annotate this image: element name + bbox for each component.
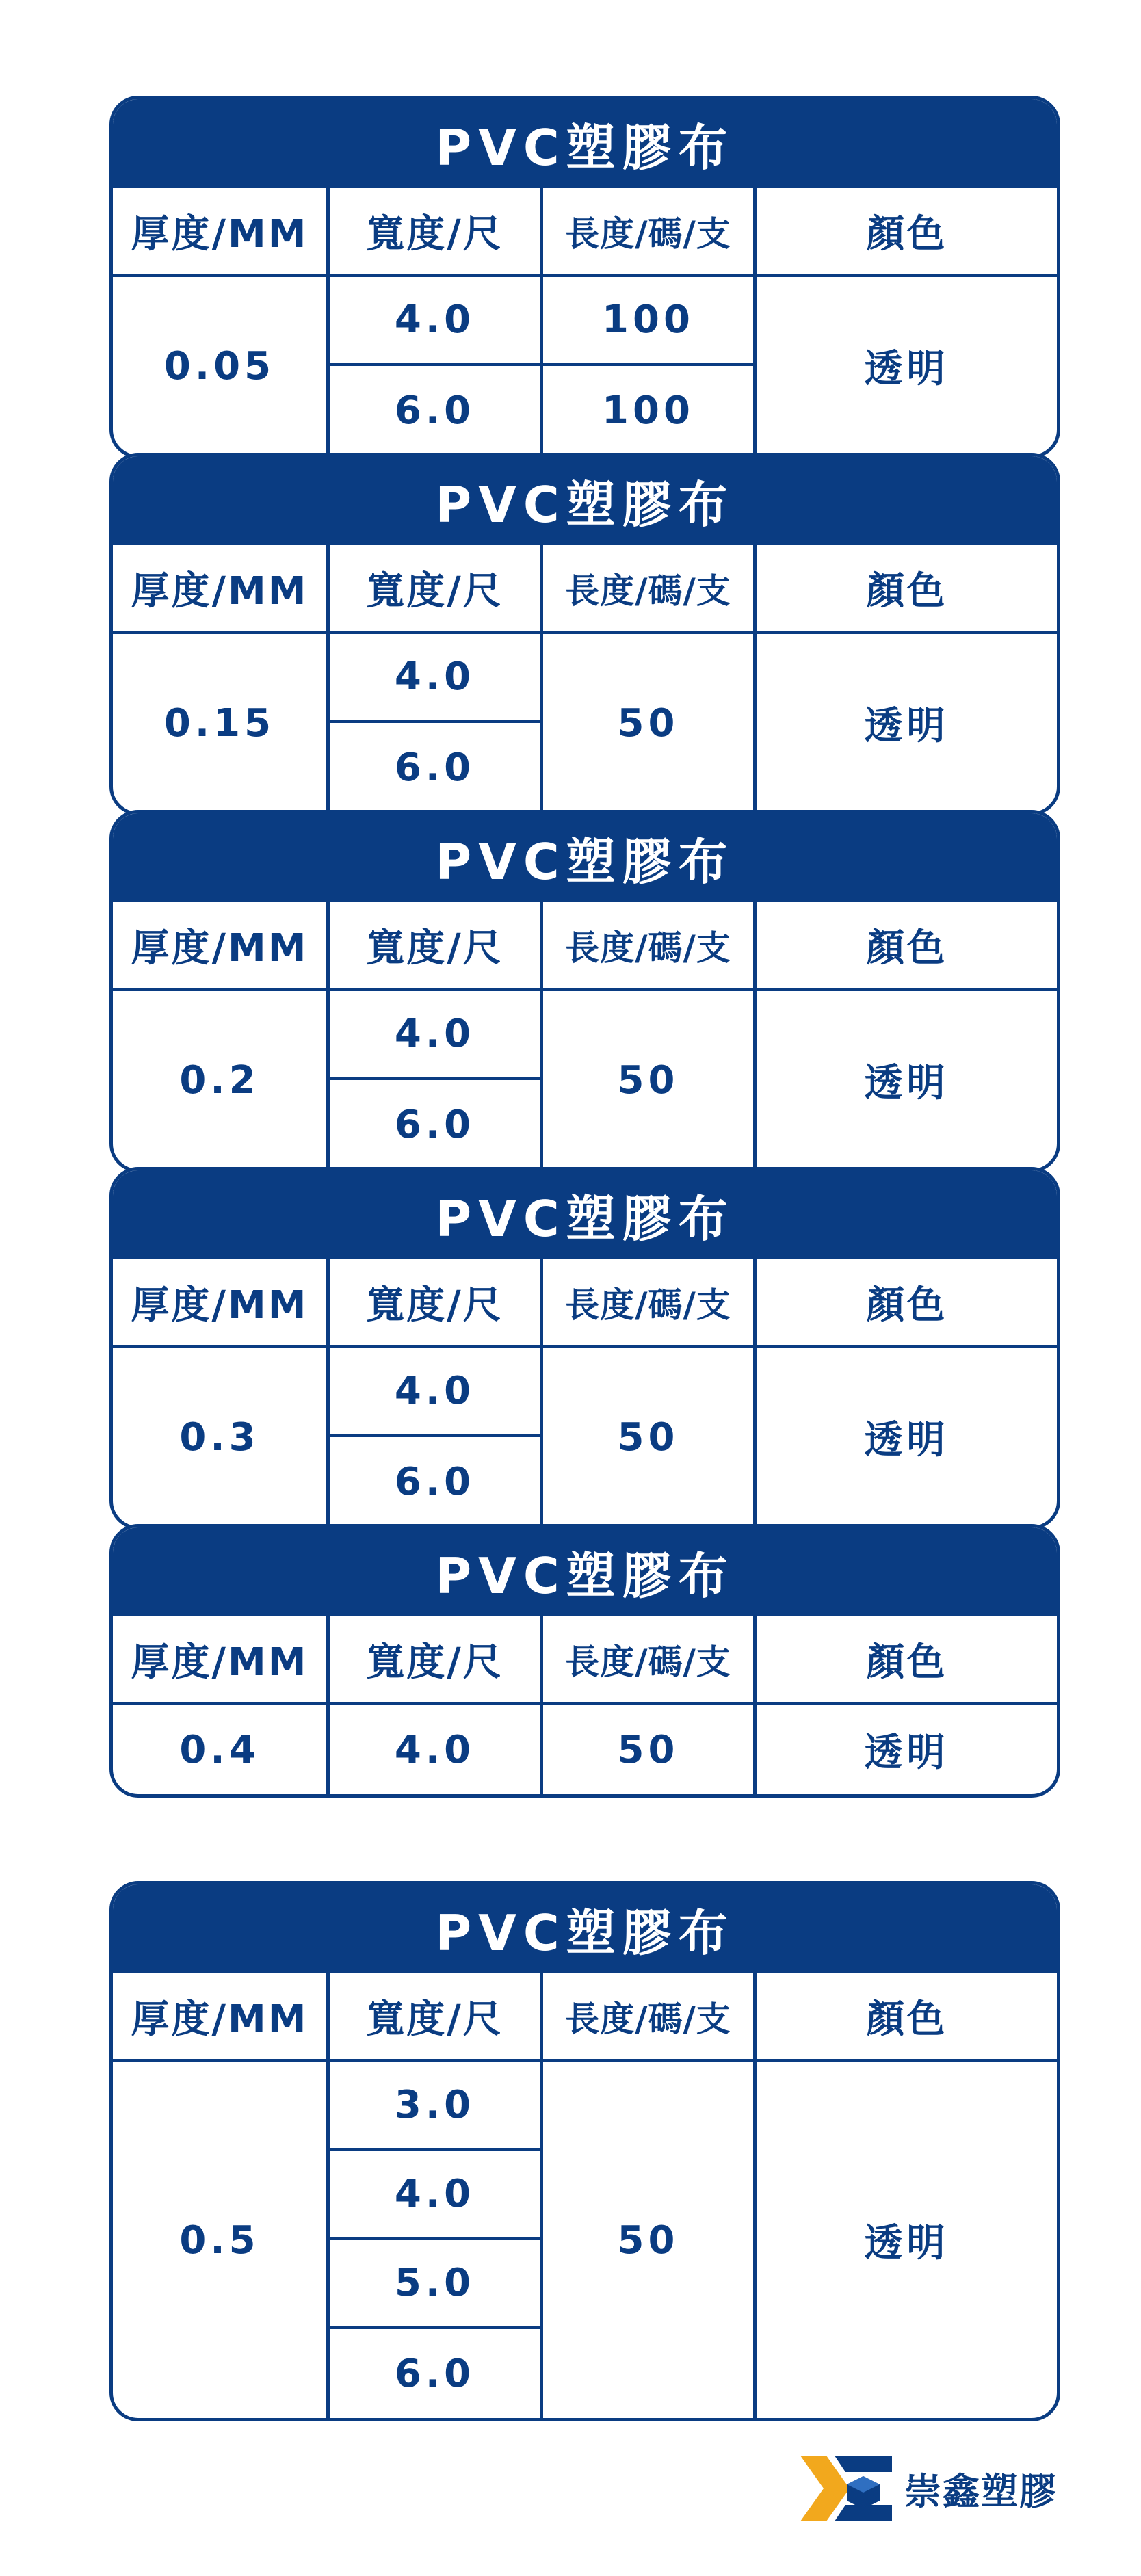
width-value: 6.0 — [326, 2329, 540, 2418]
header-thickness: 厚度/MM — [113, 1616, 326, 1705]
product-card — [109, 1167, 1060, 1529]
color-value: 透明 — [753, 2062, 1057, 2418]
length-value: 50 — [540, 1705, 753, 1794]
header-thickness: 厚度/MM — [113, 545, 326, 634]
color-value: 透明 — [753, 634, 1057, 812]
color-value: 透明 — [753, 1348, 1057, 1526]
card-title: PVC塑膠布 — [113, 1170, 1057, 1259]
width-value: 4.0 — [326, 991, 540, 1080]
header-color: 顏色 — [753, 1973, 1057, 2062]
header-color: 顏色 — [753, 545, 1057, 634]
width-value: 4.0 — [326, 1348, 540, 1437]
header-width: 寬度/尺 — [326, 1616, 540, 1705]
card-title: PVC塑膠布 — [113, 99, 1057, 188]
header-color: 顏色 — [753, 1616, 1057, 1705]
header-thickness: 厚度/MM — [113, 902, 326, 991]
product-card — [109, 1524, 1060, 1798]
card-title: PVC塑膠布 — [113, 1527, 1057, 1616]
header-length: 長度/碼/支 — [540, 1259, 753, 1348]
product-card — [109, 453, 1060, 815]
spec-grid — [113, 1616, 1057, 1794]
card-title: PVC塑膠布 — [113, 456, 1057, 545]
thickness-value: 0.3 — [179, 1415, 260, 1460]
width-value: 4.0 — [326, 277, 540, 366]
header-color: 顏色 — [753, 902, 1057, 991]
thickness-value: 0.2 — [179, 1057, 260, 1103]
width-value: 4.0 — [326, 634, 540, 723]
width-value: 6.0 — [326, 366, 540, 455]
width-value: 6.0 — [326, 1437, 540, 1526]
header-length: 長度/碼/支 — [540, 188, 753, 277]
color-value: 透明 — [753, 277, 1057, 455]
thickness-value: 0.15 — [163, 700, 276, 746]
thickness-value: 0.5 — [179, 2218, 260, 2263]
thickness-value: 0.05 — [163, 343, 276, 389]
card-title: PVC塑膠布 — [113, 813, 1057, 902]
header-width: 寬度/尺 — [326, 1259, 540, 1348]
length-value: 50 — [540, 1348, 753, 1526]
length-value: 50 — [540, 991, 753, 1169]
header-width: 寬度/尺 — [326, 188, 540, 277]
cube-logo-icon — [795, 2450, 897, 2527]
width-value: 4.0 — [326, 2151, 540, 2240]
spec-grid — [113, 902, 1057, 1169]
spec-grid — [113, 1259, 1057, 1526]
brand-name: 崇鑫塑膠 — [904, 2469, 1058, 2513]
length-value: 50 — [540, 634, 753, 812]
header-color: 顏色 — [753, 188, 1057, 277]
header-width: 寬度/尺 — [326, 1973, 540, 2062]
spec-grid — [113, 188, 1057, 455]
header-length: 長度/碼/支 — [540, 545, 753, 634]
header-color: 顏色 — [753, 1259, 1057, 1348]
header-length: 長度/碼/支 — [540, 1616, 753, 1705]
thickness-value: 0.4 — [179, 1727, 260, 1772]
header-length: 長度/碼/支 — [540, 1973, 753, 2062]
header-thickness: 厚度/MM — [113, 1259, 326, 1348]
header-width: 寬度/尺 — [326, 545, 540, 634]
header-length: 長度/碼/支 — [540, 902, 753, 991]
color-value: 透明 — [753, 1705, 1057, 1794]
header-width: 寬度/尺 — [326, 902, 540, 991]
header-thickness: 厚度/MM — [113, 188, 326, 277]
width-value: 4.0 — [326, 1705, 540, 1794]
card-title: PVC塑膠布 — [113, 1884, 1057, 1973]
spec-grid — [113, 545, 1057, 812]
length-value: 50 — [540, 2062, 753, 2418]
width-value: 6.0 — [326, 1080, 540, 1169]
spec-grid — [113, 1973, 1057, 2418]
product-card — [109, 810, 1060, 1172]
width-value: 5.0 — [326, 2240, 540, 2329]
brand-footer — [795, 2450, 1058, 2527]
product-card — [109, 96, 1060, 458]
product-card — [109, 1881, 1060, 2421]
length-value: 100 — [540, 366, 753, 455]
length-value: 100 — [540, 277, 753, 366]
header-thickness: 厚度/MM — [113, 1973, 326, 2062]
width-value: 3.0 — [326, 2062, 540, 2151]
color-value: 透明 — [753, 991, 1057, 1169]
width-value: 6.0 — [326, 723, 540, 812]
